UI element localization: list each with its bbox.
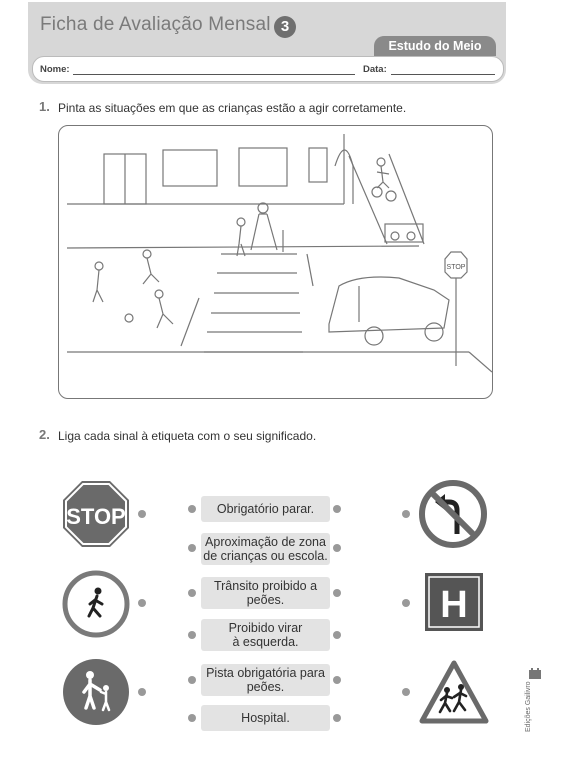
label-dot-right-6[interactable] [333, 714, 341, 722]
children-crossing-sign-icon [419, 660, 489, 724]
label-dot-right-3[interactable] [333, 589, 341, 597]
label-dot-right-1[interactable] [333, 505, 341, 513]
connect-dot-left-2[interactable] [138, 599, 146, 607]
label-dot-right-4[interactable] [333, 631, 341, 639]
hospital-sign-icon [425, 573, 483, 631]
hospital-sign-text: H [440, 584, 468, 626]
question-2-text: Liga cada sinal à etiqueta com o seu significado. [58, 429, 317, 443]
label-pista-obrigatoria-peoes: Pista obrigatória para peões. [201, 664, 330, 696]
label-dot-left-3[interactable] [188, 589, 196, 597]
connect-dot-right-1[interactable] [402, 510, 410, 518]
publisher-name: Edições Gailivro [525, 681, 532, 732]
stop-sign-icon [62, 480, 130, 548]
pedestrian-sign-icon [62, 570, 130, 638]
name-input-line[interactable] [73, 74, 355, 75]
label-dot-right-2[interactable] [333, 544, 341, 552]
subject-tab: Estudo do Meio [374, 36, 496, 56]
label-dot-right-5[interactable] [333, 676, 341, 684]
label-dot-left-4[interactable] [188, 631, 196, 639]
question-2-number: 2. [39, 427, 50, 442]
name-date-fields [32, 56, 504, 82]
label-dot-left-5[interactable] [188, 676, 196, 684]
connect-dot-left-1[interactable] [138, 510, 146, 518]
connect-dot-right-2[interactable] [402, 599, 410, 607]
connect-dot-left-3[interactable] [138, 688, 146, 696]
worksheet-title: Ficha de Avaliação Mensal [40, 14, 271, 35]
worksheet-header [28, 2, 506, 84]
label-aproximacao-escola: Aproximação de zona de crianças ou escola. [201, 533, 330, 565]
street-scene-drawing [59, 126, 492, 398]
label-hospital: Hospital. [201, 705, 330, 731]
date-label: Data: [363, 64, 387, 75]
date-input-line[interactable] [391, 74, 495, 75]
no-left-turn-sign-icon [419, 480, 487, 548]
label-dot-left-6[interactable] [188, 714, 196, 722]
question-1-number: 1. [39, 99, 50, 114]
question-1-text: Pinta as situações em que as crianças estão a agir corretamente. [58, 101, 407, 115]
adult-child-sign-icon [62, 658, 130, 726]
label-dot-left-1[interactable] [188, 505, 196, 513]
connect-dot-right-3[interactable] [402, 688, 410, 696]
name-label: Nome: [40, 64, 70, 75]
stop-sign-text: STOP [66, 504, 126, 529]
scene-stop-sign-text: STOP [446, 264, 466, 271]
street-scene-illustration[interactable] [58, 125, 493, 399]
publisher-logo-icon [528, 668, 542, 680]
label-proibido-virar-esquerda: Proibido virar à esquerda. [201, 619, 330, 651]
label-transito-proibido-peoes: Trânsito proibido a peões. [201, 577, 330, 609]
label-dot-left-2[interactable] [188, 544, 196, 552]
worksheet-number-badge: 3 [274, 16, 296, 38]
label-obrigatorio-parar: Obrigatório parar. [201, 496, 330, 522]
